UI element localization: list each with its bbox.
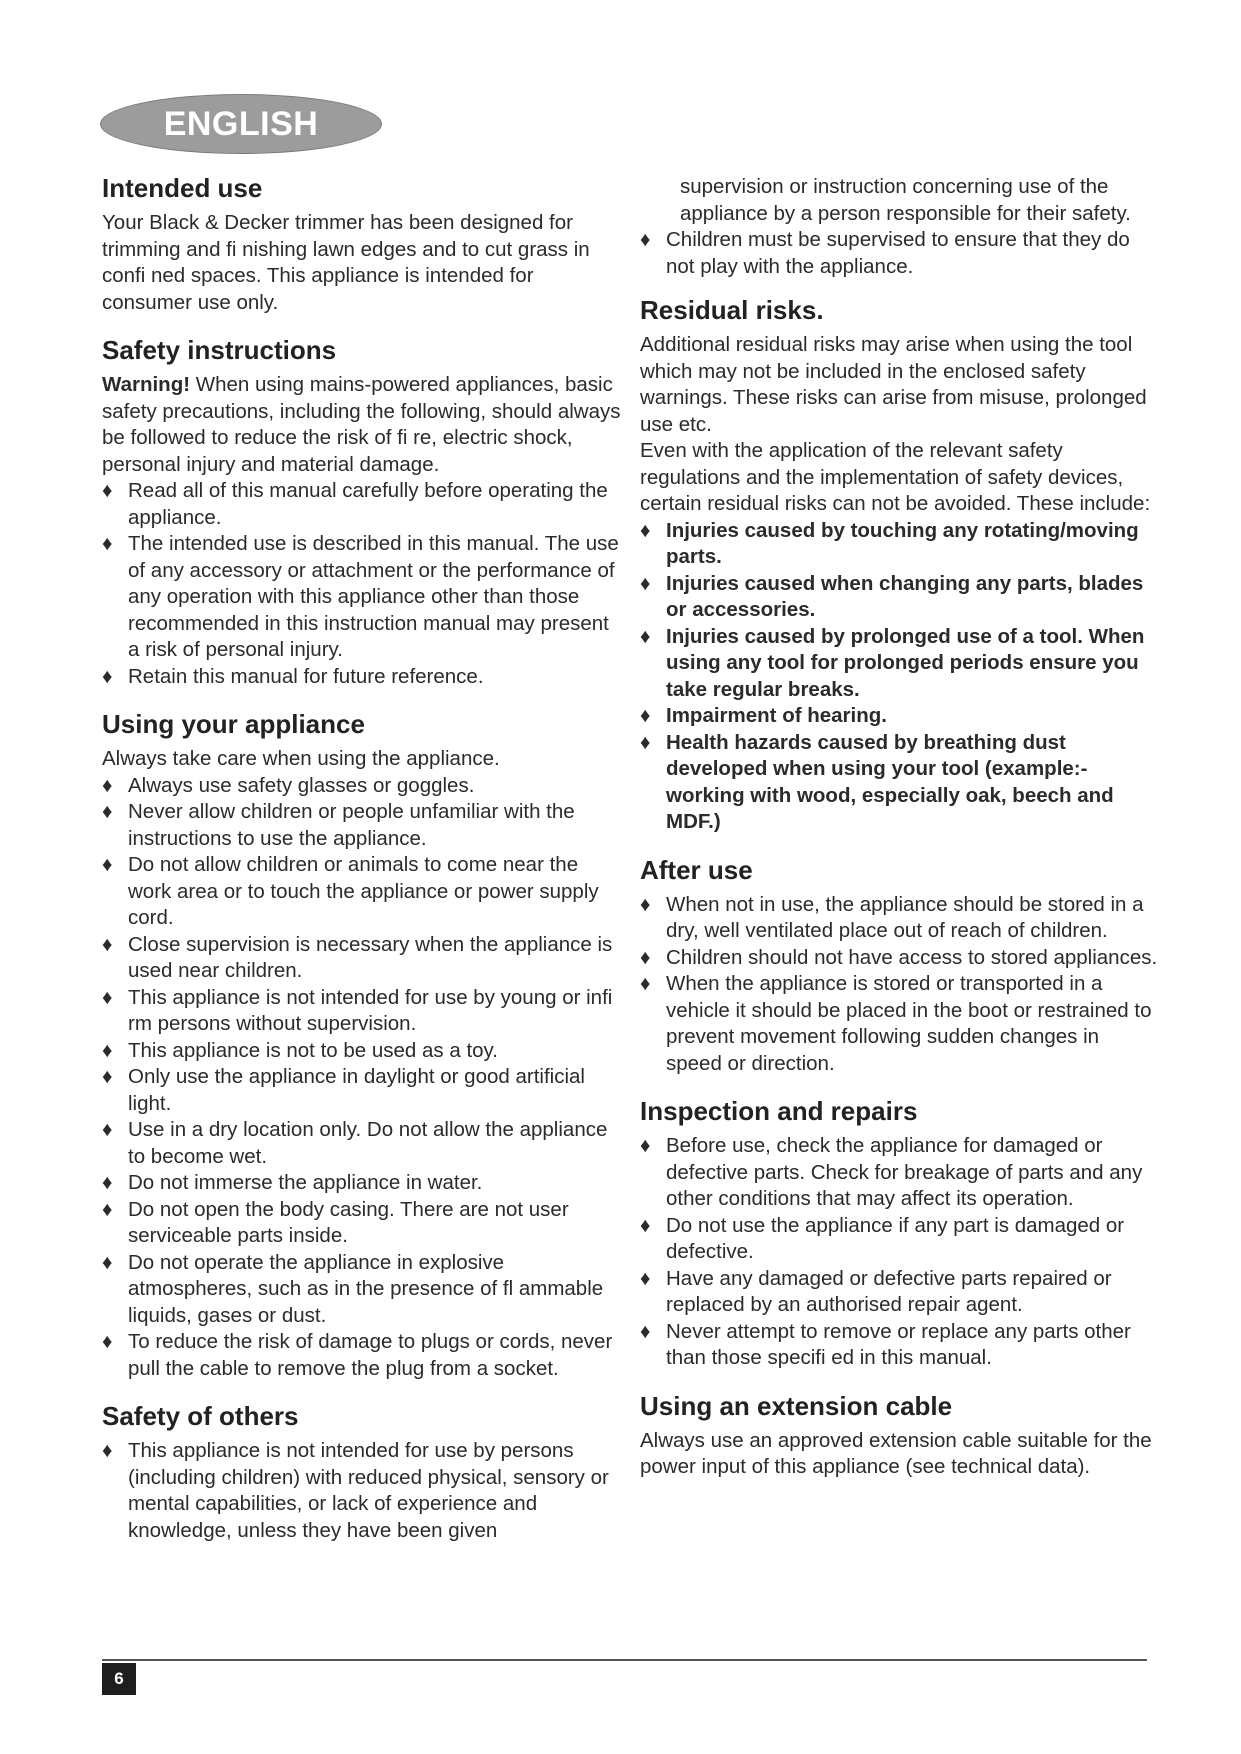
diamond-bullet-icon: ♦ bbox=[640, 892, 651, 916]
diamond-bullet-icon: ♦ bbox=[102, 1171, 113, 1194]
diamond-bullet-icon: ♦ bbox=[102, 1197, 113, 1221]
list-item: ♦ This appliance is not to be used as a toy. bbox=[102, 1038, 622, 1065]
diamond-bullet-icon: ♦ bbox=[102, 1250, 113, 1274]
residual-section bbox=[640, 294, 1160, 836]
others-section bbox=[102, 1400, 622, 1544]
list-item: ♦ When not in use, the appliance should be stored in a dry, well ventilated place out of reach of children. bbox=[640, 892, 1144, 942]
after-use-heading: After use bbox=[640, 854, 753, 885]
using-heading: Using your appliance bbox=[102, 709, 365, 739]
list-item: ♦ Children should not have access to stored appliances. bbox=[640, 945, 1160, 972]
list-item: ♦ Do not immerse the appliance in water. bbox=[102, 1170, 622, 1197]
safety-heading: Safety instructions bbox=[102, 335, 337, 365]
others-list bbox=[102, 1438, 622, 1544]
list-item: ♦ Health hazards caused by breathing dust developed when using your tool (example:- working with wood, especially oak, beech and MDF.) bbox=[640, 730, 1114, 833]
residual-list bbox=[640, 518, 1160, 836]
list-item: ♦ Use in a dry location only. Do not allow the appliance to become wet. bbox=[102, 1118, 608, 1168]
diamond-bullet-icon: ♦ bbox=[102, 853, 113, 876]
diamond-bullet-icon: ♦ bbox=[102, 773, 113, 797]
list-item: ♦ Do not allow children or animals to come near the work area or to touch the appliance or power supply cord. bbox=[102, 853, 599, 929]
list-item: ♦ This appliance is not intended for use by persons (including children) with reduced physical, sensory or mental capabilities, or lack of experience and knowledge, unless they have been given bbox=[102, 1439, 609, 1542]
safety-section bbox=[102, 334, 622, 690]
list-item: ♦ Have any damaged or defective parts repaired or replaced by an authorised repair agent. bbox=[640, 1266, 1112, 1316]
using-list bbox=[102, 773, 622, 1383]
intended-use-section bbox=[102, 172, 622, 316]
diamond-bullet-icon: ♦ bbox=[640, 1134, 651, 1157]
extension-text: Always use an approved extension cable suitable for the power input of this appliance (see technical data). bbox=[640, 1428, 1152, 1478]
diamond-bullet-icon: ♦ bbox=[102, 1439, 113, 1462]
diamond-bullet-icon: ♦ bbox=[640, 945, 651, 969]
list-item: ♦ Never allow children or people unfamiliar with the instructions to use the appliance. bbox=[102, 800, 575, 850]
list-item: ♦ Injuries caused when changing any parts, blades or accessories. bbox=[640, 571, 1144, 621]
list-item: ♦ Always use safety glasses or goggles. bbox=[102, 773, 622, 800]
list-item: ♦ Do not operate the appliance in explosive atmospheres, such as in the presence of fl ammable liquids, gases or dust. bbox=[102, 1250, 604, 1327]
list-item: ♦ Do not open the body casing. There are not user serviceable parts inside. bbox=[102, 1197, 569, 1247]
residual-text-2: Even with the application of the relevant safety regulations and the implementation of safety devices, certain residual risks can not be avoided. These include: bbox=[640, 439, 1151, 515]
continuation-text: supervision or instruction concerning use of the appliance by a person responsible for their safety. bbox=[680, 175, 1131, 225]
inspection-list bbox=[640, 1133, 1160, 1372]
diamond-bullet-icon: ♦ bbox=[640, 1213, 651, 1237]
diamond-bullet-icon: ♦ bbox=[102, 479, 113, 502]
list-item: ♦ Injuries caused by prolonged use of a tool. When using any tool for prolonged periods ensure you take regular breaks. bbox=[640, 624, 1145, 701]
safety-list bbox=[102, 478, 622, 690]
diamond-bullet-icon: ♦ bbox=[640, 1266, 651, 1290]
diamond-bullet-icon: ♦ bbox=[640, 730, 651, 754]
diamond-bullet-icon: ♦ bbox=[102, 1118, 113, 1141]
intended-use-heading: Intended use bbox=[102, 173, 263, 203]
safety-warning bbox=[102, 372, 622, 478]
diamond-bullet-icon: ♦ bbox=[640, 624, 651, 648]
using-section bbox=[102, 708, 622, 1382]
list-item: ♦ Children must be supervised to ensure that they do not play with the appliance. bbox=[640, 228, 1130, 278]
list-item: ♦ Impairment of hearing. bbox=[640, 703, 1160, 730]
page-number: 6 bbox=[102, 1663, 136, 1695]
diamond-bullet-icon: ♦ bbox=[102, 1065, 113, 1088]
list-item: ♦ Never attempt to remove or replace any parts other than those specifi ed in this manual. bbox=[640, 1319, 1131, 1369]
after-use-list bbox=[640, 892, 1160, 1078]
diamond-bullet-icon: ♦ bbox=[102, 664, 113, 688]
using-intro: Always take care when using the appliance. bbox=[102, 747, 500, 770]
list-item: ♦ Before use, check the appliance for damaged or defective parts. Check for breakage of parts and any other conditions that may affect its operation. bbox=[640, 1134, 1143, 1210]
list-item: ♦ Do not use the appliance if any part is damaged or defective. bbox=[640, 1213, 1125, 1263]
intended-use-text: Your Black & Decker trimmer has been designed for trimming and fi nishing lawn edges and to cut grass in confi ned spaces. This appliance is intended for consumer use only. bbox=[102, 211, 590, 314]
diamond-bullet-icon: ♦ bbox=[640, 1319, 651, 1343]
residual-heading: Residual risks. bbox=[640, 295, 824, 325]
others-heading: Safety of others bbox=[102, 1401, 299, 1431]
diamond-bullet-icon: ♦ bbox=[102, 1330, 113, 1353]
diamond-bullet-icon: ♦ bbox=[102, 1038, 113, 1062]
diamond-bullet-icon: ♦ bbox=[102, 932, 113, 956]
list-item: ♦ Only use the appliance in daylight or good artificial light. bbox=[102, 1065, 585, 1115]
warning-text: When using mains-powered appliances, basic safety precautions, including the following, should always be followed to reduce the risk of fi re, electric shock, personal injury and material damage. bbox=[102, 373, 621, 476]
continuation-section bbox=[640, 174, 1160, 280]
language-label: ENGLISH bbox=[163, 104, 319, 143]
list-item: ♦ The intended use is described in this manual. The use of any accessory or attachment or the performance of any operation with this appliance other than those recommended in this instruction manual may present a risk of personal injury. bbox=[102, 532, 619, 661]
extension-heading: Using an extension cable bbox=[640, 1390, 953, 1421]
list-item: ♦ Read all of this manual carefully before operating the appliance. bbox=[102, 479, 608, 529]
list-item: ♦ Retain this manual for future reference. bbox=[102, 664, 622, 691]
diamond-bullet-icon: ♦ bbox=[640, 571, 651, 595]
diamond-bullet-icon: ♦ bbox=[640, 228, 651, 251]
residual-text-1: Additional residual risks may arise when using the tool which may not be included in the enclosed safety warnings. These risks can arise from misuse, prolonged use etc. bbox=[640, 333, 1147, 436]
extension-section bbox=[640, 1390, 1160, 1481]
diamond-bullet-icon: ♦ bbox=[640, 704, 651, 727]
footer-divider bbox=[102, 1659, 1147, 1661]
diamond-bullet-icon: ♦ bbox=[640, 518, 651, 542]
list-item: ♦ Close supervision is necessary when the appliance is used near children. bbox=[102, 932, 613, 982]
warning-label: Warning! bbox=[102, 373, 191, 396]
inspection-heading: Inspection and repairs bbox=[640, 1096, 918, 1126]
list-item: ♦ This appliance is not intended for use by young or infi rm persons without supervision. bbox=[102, 985, 613, 1035]
diamond-bullet-icon: ♦ bbox=[102, 800, 113, 823]
list-item: ♦ When the appliance is stored or transported in a vehicle it should be placed in the boot or restrained to prevent movement following sudden changes in speed or direction. bbox=[640, 972, 1152, 1075]
inspection-section bbox=[640, 1095, 1160, 1372]
diamond-bullet-icon: ♦ bbox=[102, 985, 113, 1009]
right-column bbox=[640, 174, 1160, 1499]
after-use-section bbox=[640, 854, 1160, 1078]
list-item: ♦ To reduce the risk of damage to plugs or cords, never pull the cable to remove the plug from a socket. bbox=[102, 1330, 613, 1380]
diamond-bullet-icon: ♦ bbox=[102, 532, 113, 555]
language-badge bbox=[100, 94, 382, 154]
diamond-bullet-icon: ♦ bbox=[640, 972, 651, 995]
continuation-list bbox=[640, 227, 1160, 280]
list-item: ♦ Injuries caused by touching any rotating/moving parts. bbox=[640, 518, 1139, 568]
left-column bbox=[102, 172, 622, 1562]
